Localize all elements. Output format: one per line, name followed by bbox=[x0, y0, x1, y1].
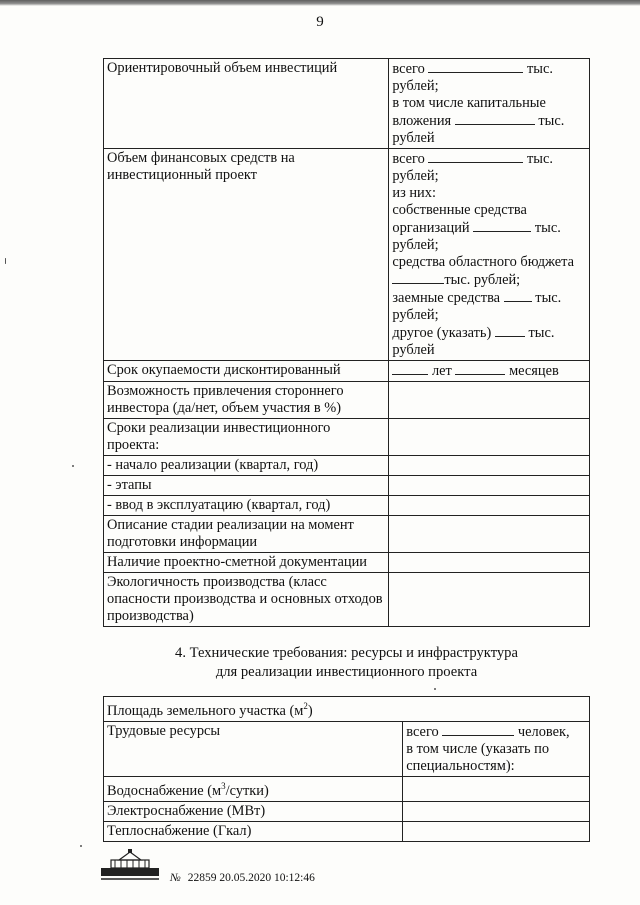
table-row bbox=[104, 59, 590, 149]
scan-speck bbox=[434, 688, 436, 690]
section-heading bbox=[103, 644, 590, 682]
table-row bbox=[104, 821, 590, 841]
table-row bbox=[104, 801, 590, 821]
input-blank[interactable] bbox=[442, 723, 514, 736]
tech-requirements-table bbox=[103, 696, 590, 842]
table-row bbox=[104, 361, 590, 382]
table-row bbox=[104, 573, 590, 627]
table-row bbox=[104, 496, 590, 516]
table-row bbox=[104, 721, 590, 776]
table-row bbox=[104, 456, 590, 476]
doc-number: 22859 bbox=[187, 872, 217, 884]
table-row bbox=[104, 516, 590, 553]
value-cell[interactable] bbox=[389, 496, 590, 516]
value-cell[interactable] bbox=[389, 382, 590, 419]
value-cell[interactable] bbox=[403, 801, 590, 821]
section-title-line: для реализации инвестиционного проекта bbox=[215, 664, 478, 680]
input-blank[interactable] bbox=[428, 150, 523, 163]
scan-speck bbox=[80, 845, 82, 847]
row-label: Электроснабжение (МВт) bbox=[104, 801, 403, 821]
input-blank[interactable] bbox=[455, 112, 535, 125]
doc-datetime: 20.05.2020 10:12:46 bbox=[219, 872, 315, 884]
row-label: - ввод в эксплуатацию (квартал, год) bbox=[104, 496, 389, 516]
row-label: - этапы bbox=[104, 476, 389, 496]
row-label: Теплоснабжение (Гкал) bbox=[104, 821, 403, 841]
financing-cell: всего тыс. рублей; из них: собственные средства организаций тыс. рублей; средства областного бюджета тыс. рублей; заемные средства тыс. рублей; другое (указать) тыс. рублей bbox=[389, 149, 590, 361]
row-label: Трудовые ресурсы bbox=[104, 721, 403, 776]
table-row bbox=[104, 382, 590, 419]
value-cell[interactable] bbox=[389, 476, 590, 496]
value-cell[interactable] bbox=[389, 573, 590, 627]
row-label: Описание стадии реализации на момент подготовки информации bbox=[104, 516, 389, 553]
input-blank[interactable] bbox=[392, 271, 444, 284]
input-blank[interactable] bbox=[455, 362, 505, 375]
row-label: Экологичность производства (класс опасности производства и основных отходов производства) bbox=[104, 573, 389, 627]
table-row bbox=[104, 553, 590, 573]
row-label: Возможность привлечения стороннего инвестора (да/нет, объем участия в %) bbox=[104, 382, 389, 419]
section-title-line: 4. Технические требования: ресурсы и инфраструктура bbox=[175, 645, 518, 661]
land-area-label: Площадь земельного участка $(м^2)$ bbox=[104, 697, 590, 722]
value-cell[interactable] bbox=[389, 553, 590, 573]
row-label: - начало реализации (квартал, год) bbox=[104, 456, 389, 476]
government-building-logo bbox=[97, 848, 163, 882]
input-blank[interactable] bbox=[504, 289, 532, 302]
table-row bbox=[104, 697, 590, 722]
input-blank[interactable] bbox=[392, 362, 428, 375]
table-row bbox=[104, 776, 590, 801]
table-row bbox=[104, 476, 590, 496]
table-row bbox=[104, 419, 590, 456]
page-number: 9 bbox=[316, 14, 324, 30]
input-blank[interactable] bbox=[428, 60, 523, 73]
scan-speck bbox=[72, 465, 74, 467]
document-stamp bbox=[170, 872, 315, 884]
investment-volume-cell: всего тыс. рублей; в том числе капитальные вложения тыс. рублей bbox=[389, 59, 590, 149]
value-cell[interactable] bbox=[389, 419, 590, 456]
value-cell[interactable] bbox=[389, 516, 590, 553]
table-row bbox=[104, 149, 590, 361]
number-mark: № bbox=[170, 872, 181, 884]
water-supply-label: Водоснабжение $(м^3/сутки)$ bbox=[104, 776, 403, 801]
payback-cell: лет месяцев bbox=[389, 361, 590, 382]
scan-speck bbox=[5, 258, 6, 264]
row-label: Объем финансовых средств на инвестиционный проект bbox=[104, 149, 389, 361]
value-cell[interactable] bbox=[389, 456, 590, 476]
value-cell[interactable] bbox=[403, 821, 590, 841]
row-label: Срок окупаемости дисконтированный bbox=[104, 361, 389, 382]
input-blank[interactable] bbox=[473, 219, 531, 232]
value-cell[interactable] bbox=[403, 776, 590, 801]
row-label: Сроки реализации инвестиционного проекта: bbox=[104, 419, 389, 456]
labor-cell: всего человек, в том числе (указать по специальностям): bbox=[403, 721, 590, 776]
scan-edge bbox=[0, 0, 640, 6]
row-label: Ориентировочный объем инвестиций bbox=[104, 59, 389, 149]
investment-table bbox=[103, 58, 590, 627]
input-blank[interactable] bbox=[495, 324, 525, 337]
row-label: Наличие проектно-сметной документации bbox=[104, 553, 389, 573]
